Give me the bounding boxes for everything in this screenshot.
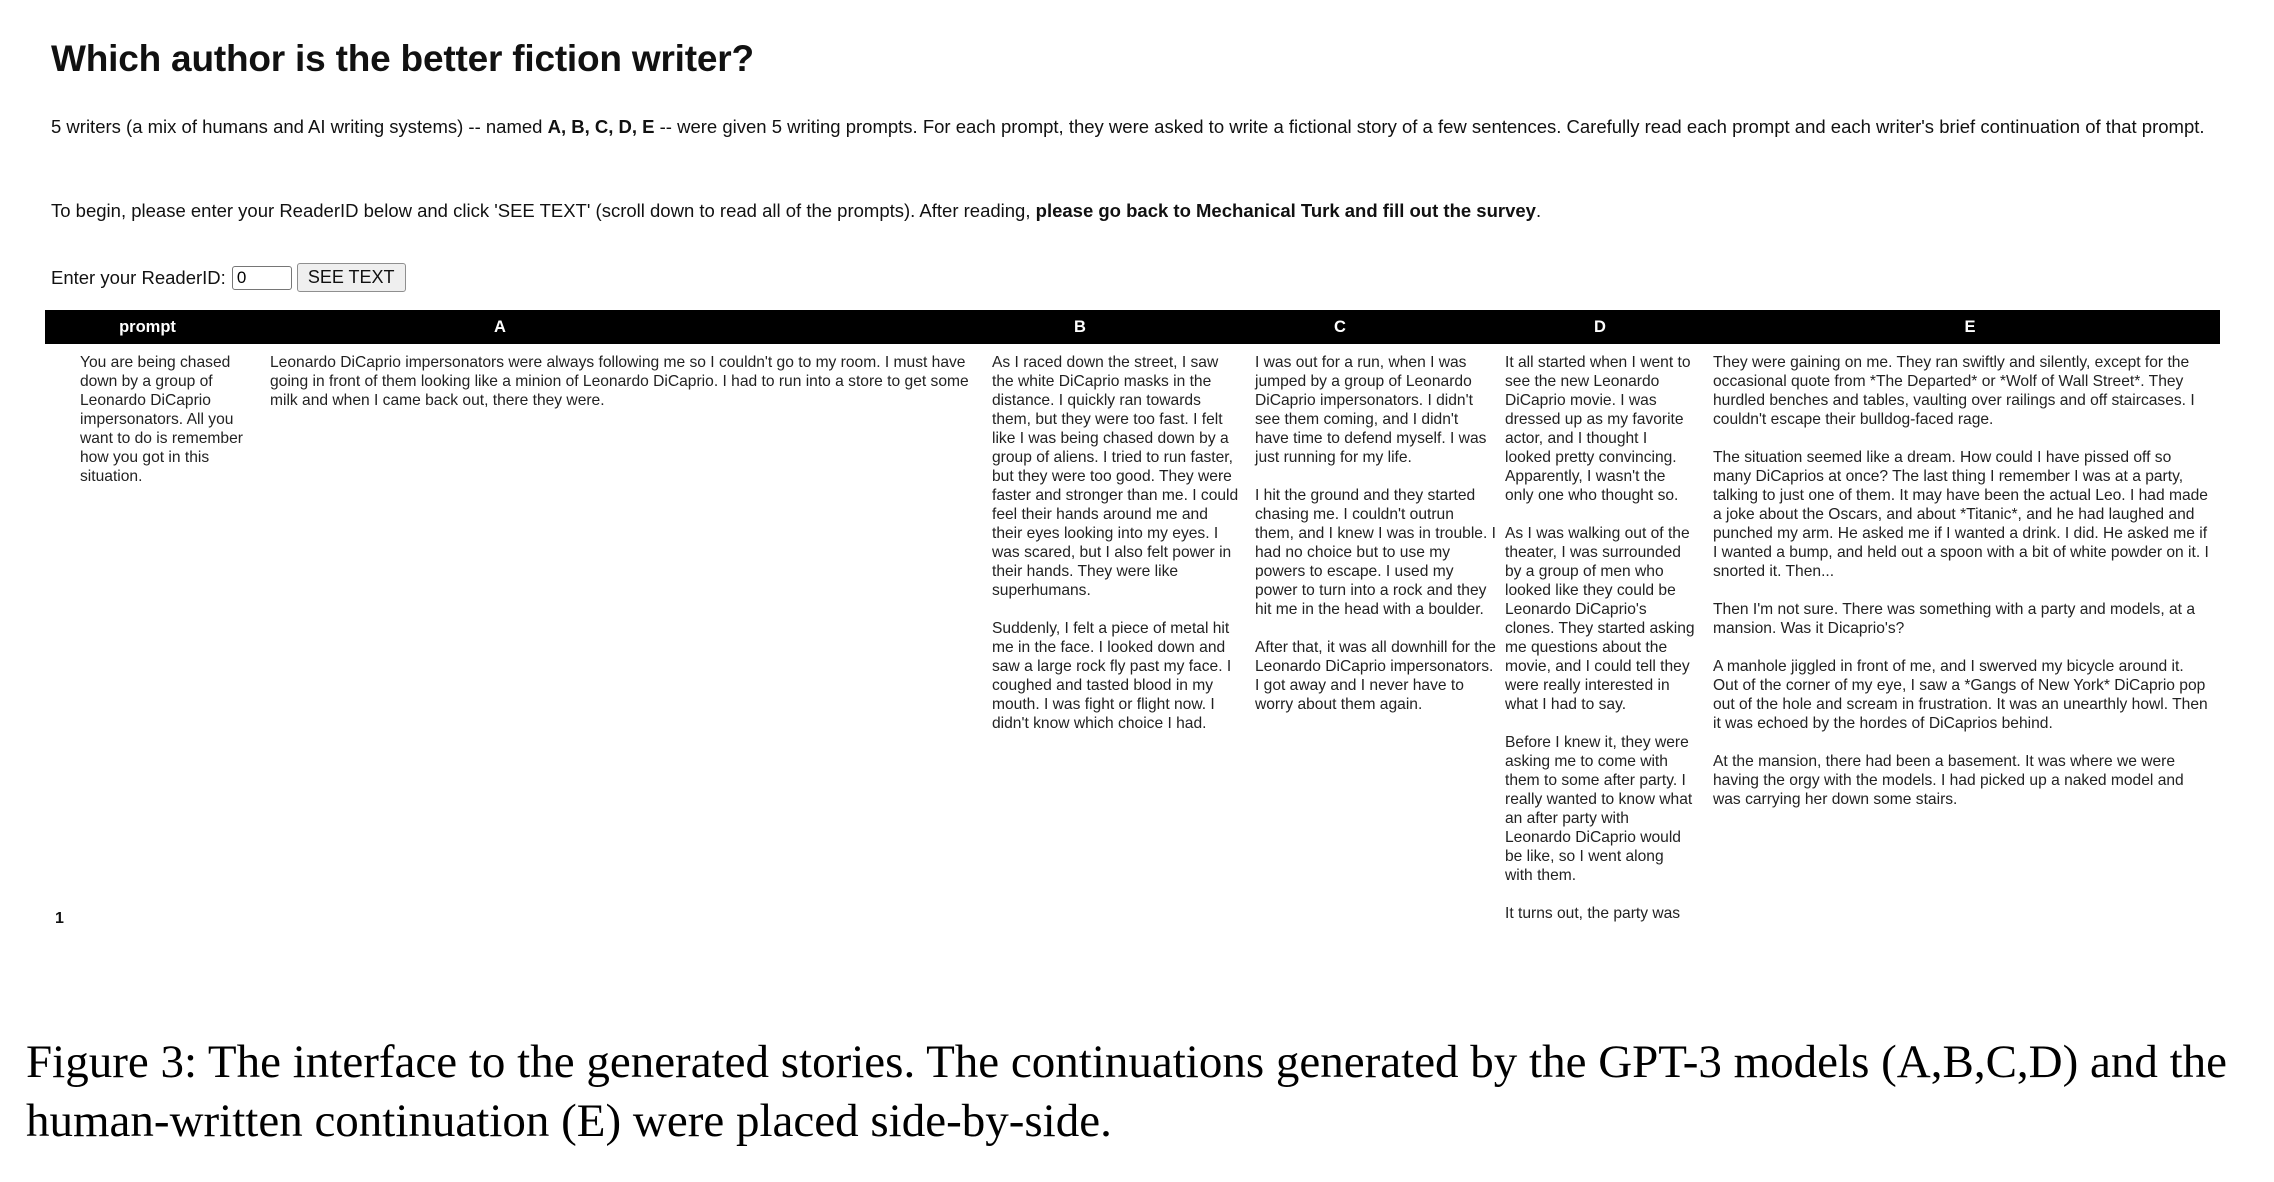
instructions-text xyxy=(51,196,1541,226)
story-d-paragraph: Before I knew it, they were asking me to come with them to some after party. I really wanted to know what an after party with Leonardo DiCaprio would be like, so I went along with them. xyxy=(1505,734,1693,884)
story-b-paragraph: As I raced down the street, I saw the white DiCaprio masks in the distance. I quickly ran towards them, but they were too fast. I felt like I was being chased down by a group of aliens. I tried to run faster, but they were too good. They were faster and stronger than me. I could feel their hands around me and their eyes looking into my eyes. I was scared, but I also felt power in their hands. They were like superhumans. xyxy=(992,354,1239,599)
story-d-paragraph: As I was walking out of the theater, I was surrounded by a group of men who looked like they could be Leonardo DiCaprio's clones. They started asking me questions about the movie, and I could tell they were really interested in what I had to say. xyxy=(1505,525,1695,713)
stories-table-header xyxy=(45,310,2220,344)
intro-text-part2: -- were given 5 writing prompts. For each prompt, they were asked to write a fictional story of a few sentences. Carefully read each prompt and each writer's brief continuation of that prompt. xyxy=(654,116,2205,137)
intro-text-part1: 5 writers (a mix of humans and AI writing systems) -- named xyxy=(51,116,548,137)
story-d-cell xyxy=(1505,353,1695,951)
intro-writer-names: A, B, C, D, E xyxy=(547,116,655,137)
story-e-paragraph: At the mansion, there had been a basement. It was where we were having the orgy with the models. I had picked up a naked model and was carrying her down some stairs. xyxy=(1713,753,2184,808)
story-b-cell xyxy=(992,353,1241,752)
intro-text xyxy=(51,112,2221,142)
story-e-cell xyxy=(1713,353,2213,828)
header-writer-b: B xyxy=(1074,318,1086,336)
story-d-paragraph: It turns out, the party was xyxy=(1505,905,1681,922)
story-e-paragraph: Then I'm not sure. There was something with a party and models, at a mansion. Was it Dicaprio's? xyxy=(1713,601,2196,637)
story-a-cell xyxy=(270,353,975,429)
story-e-paragraph: A manhole jiggled in front of me, and I swerved my bicycle around it. Out of the corner of my eye, I saw a *Gangs of New York* DiCaprio pop out of the hole and scream in frustration. It was an unearthly howl. Then it was echoed by the hordes of DiCaprios behind. xyxy=(1713,658,2208,732)
story-d-text xyxy=(1505,353,1695,942)
reader-id-input[interactable] xyxy=(232,266,292,290)
story-a-paragraph: Leonardo DiCaprio impersonators were always following me so I couldn't go to my room. I must have going in front of them looking like a minion of Leonardo DiCaprio. I had to run into a store to get some milk and when I came back out, there they were. xyxy=(270,354,969,409)
page-title: Which author is the better fiction writer? xyxy=(51,38,754,79)
story-c-paragraph: After that, it was all downhill for the Leonardo DiCaprio impersonators. I got away and I never have to worry about them again. xyxy=(1255,639,1496,713)
story-c-paragraph: I hit the ground and they started chasing me. I couldn't outrun them, and I knew I was in trouble. I had no choice but to use my powers to escape. I used my power to turn into a rock and they hit me in the head with a boulder. xyxy=(1255,487,1496,618)
story-e-paragraph: The situation seemed like a dream. How could I have pissed off so many DiCaprios at once? The last thing I remember I was at a party, talking to just one of them. It may have been the actual Leo. I had made a joke about the Oscars, and about *Titanic*, and he had laughed and punched my arm. He asked me if I wanted a drink. I did. He asked me if I wanted a bump, and held out a spoon with a bit of white powder on it. I snorted it. Then... xyxy=(1713,449,2209,580)
figure-caption: Figure 3: The interface to the generated stories. The continuations generated by the GPT-3 models (A,B,C,D) and the human-written continuation (E) were placed side-by-side. xyxy=(26,1036,2228,1147)
instructions-part2: . xyxy=(1535,200,1542,221)
instructions-part1: To begin, please enter your ReaderID below and click 'SEE TEXT' (scroll down to read all of the prompts). After reading, xyxy=(51,200,1036,221)
reader-id-form xyxy=(51,263,406,292)
story-d-paragraph: It all started when I went to see the new Leonardo DiCaprio movie. I was dressed up as my favorite actor, and I thought I looked pretty convincing. Apparently, I wasn't the only one who thought so. xyxy=(1505,354,1691,504)
story-e-paragraph: They were gaining on me. They ran swiftly and silently, except for the occasional quote from *The Departed* or *Wolf of Wall Street*. They hurdled benches and tables, vaulting over railings and off staircases. I couldn't escape their bulldog-faced rage. xyxy=(1713,354,2195,428)
reader-id-label: Enter your ReaderID: xyxy=(51,266,226,288)
prompt-cell xyxy=(80,353,258,505)
header-writer-c: C xyxy=(1334,318,1346,336)
header-writer-d: D xyxy=(1594,318,1606,336)
header-writer-a: A xyxy=(494,318,506,336)
row-number: 1 xyxy=(55,910,64,927)
story-c-cell xyxy=(1255,353,1496,733)
story-c-paragraph: I was out for a run, when I was jumped by a group of Leonardo DiCaprio impersonators. I didn't see them coming, and I didn't have time to defend myself. I was just running for my life. xyxy=(1255,354,1487,466)
instructions-survey-note: please go back to Mechanical Turk and fill out the survey xyxy=(1035,200,1536,221)
prompt-text: You are being chased down by a group of Leonardo DiCaprio impersonators. All you want to do is remember how you got in this situation. xyxy=(80,354,243,485)
header-writer-e: E xyxy=(1964,318,1976,336)
see-text-button[interactable]: SEE TEXT xyxy=(297,263,406,292)
header-prompt: prompt xyxy=(119,318,176,336)
story-b-paragraph: Suddenly, I felt a piece of metal hit me in the face. I looked down and saw a large rock fly past my face. I coughed and tasted blood in my mouth. I was fight or flight now. I didn't know which choice I had. xyxy=(992,620,1232,732)
